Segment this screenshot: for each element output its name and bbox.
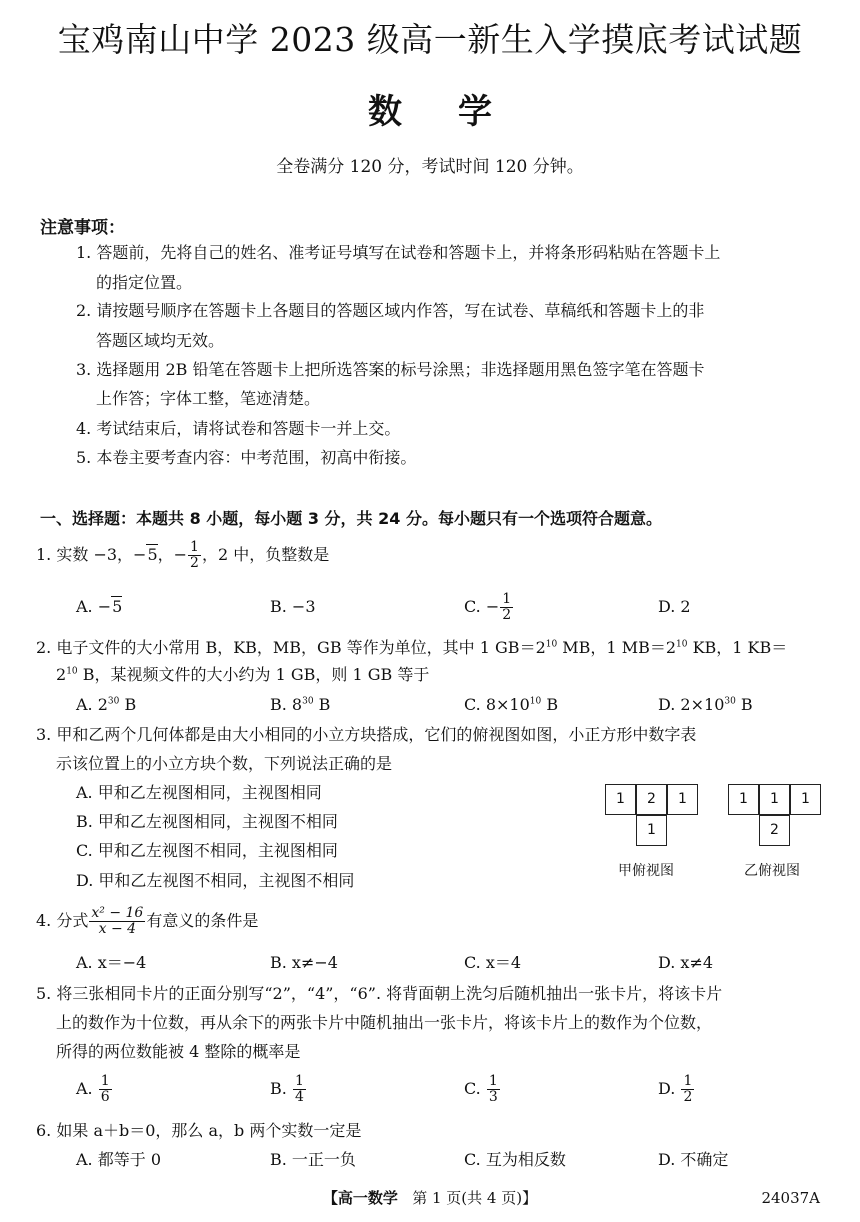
yi-cell: 1 (728, 784, 759, 815)
question-5-line3: 所得的两位数能被 4 整除的概率是 (56, 1042, 301, 1061)
jia-caption: 甲俯视图 (618, 863, 674, 879)
paper-code: 24037A (761, 1189, 820, 1207)
q3-option-a: A. 甲和乙左视图相同，主视图相同 (76, 783, 322, 802)
note-line: 2. 请按题号顺序在答题卡上各题目的答题区域内作答，写在试卷、草稿纸和答题卡上的非 (76, 301, 705, 320)
q3-option-d: D. 甲和乙左视图不相同，主视图不相同 (76, 871, 355, 890)
q6-option-d: D. 不确定 (658, 1150, 729, 1169)
q5-option-d: D. $\frac{1}{2}$ (658, 1073, 693, 1105)
q4-option-c: C. x＝4 (464, 953, 522, 972)
exam-info: 全卷满分 120 分，考试时间 120 分钟。 (276, 157, 584, 177)
q2-option-b: B. $8^{30}$ B (270, 695, 331, 714)
subject-title: 数学 (368, 92, 548, 132)
question-6-stem: 6. 如果 a＋b＝0，那么 a，b 两个实数一定是 (36, 1121, 362, 1140)
q3-option-b: B. 甲和乙左视图相同，主视图不相同 (76, 812, 338, 831)
jia-cell: 1 (605, 784, 636, 815)
jia-cell: 2 (636, 784, 667, 815)
yi-cell: 2 (759, 815, 790, 846)
note-line: 4. 考试结束后，请将试卷和答题卡一并上交。 (76, 419, 401, 438)
section-heading: 一、选择题：本题共 8 小题，每小题 3 分，共 24 分。每小题只有一个选项符合题意。 (40, 509, 662, 528)
jia-cell: 1 (636, 815, 667, 846)
question-3-line2: 示该位置上的小立方块个数，下列说法正确的是 (56, 754, 393, 773)
page-footer (0, 1187, 860, 1208)
question-4-stem: 4. 分式 $\frac{\text{x² − 16}}{x - 4}$ 有意义的条件是 (36, 905, 259, 937)
q4-option-b: B. x≠−4 (270, 953, 338, 972)
question-1-stem: 1. 实数 −3，−5，− $\frac{1}{2}$ ，2 中，负整数是 (36, 539, 330, 571)
q5-option-a: A. $\frac{1}{6}$ (76, 1073, 110, 1105)
q4-option-d: D. x≠4 (658, 953, 714, 972)
footer-label: 【高一数学 (322, 1189, 398, 1207)
q1-option-d: D. 2 (658, 597, 691, 616)
exam-title: 宝鸡南山中学 2023 级高一新生入学摸底考试试题 (57, 20, 803, 59)
q1-option-a: A. −5 (76, 597, 123, 616)
note-line: 答题区域均无效。 (96, 331, 225, 350)
note-line: 3. 选择题用 2B 铅笔在答题卡上把所选答案的标号涂黑；非选择题用黑色签字笔在答题卡 (76, 360, 705, 379)
jia-cell: 1 (667, 784, 698, 815)
note-line: 上作答；字体工整，笔迹清楚。 (96, 389, 321, 408)
note-line: 5. 本卷主要考查内容：中考范围，初高中衔接。 (76, 448, 417, 467)
sqrt-symbol: 5 (147, 545, 158, 564)
q6-option-b: B. 一正一负 (270, 1150, 356, 1169)
footer-page: 第 1 页(共 4 页)】 (412, 1189, 538, 1207)
q4-option-a: A. x＝−4 (76, 953, 147, 972)
q2-option-c: C. $8\times 10^{10}$ B (464, 695, 559, 714)
q6-option-a: A. 都等于 0 (76, 1150, 161, 1169)
question-2-line1: 2. 电子文件的大小常用 B，KB，MB，GB 等作为单位，其中 1 $GB=2^{10}$ MB，1 $MB=2^{10}$ KB，1 KB＝ (36, 638, 788, 657)
yi-caption: 乙俯视图 (744, 863, 800, 879)
q1-option-b: B. −3 (270, 597, 316, 616)
notes-heading: 注意事项： (40, 218, 125, 238)
question-5-line2: 上的数作为十位数，再从余下的两张卡片中随机抽出一张卡片，将该卡片上的数作为个位数， (56, 1013, 713, 1032)
fraction: $\frac{\text{x² − 16}}{x - 4}$ (91, 905, 144, 937)
fraction: $\frac{1}{2}$ (190, 539, 199, 571)
question-2-line2: $2^{10}$ B，某视频文件的大小约为 1 GB，则 1 GB 等于 (56, 665, 430, 684)
yi-cell: 1 (790, 784, 821, 815)
note-line: 1. 答题前，先将自己的姓名、准考证号填写在试卷和答题卡上，并将条形码粘贴在答题卡上 (76, 243, 721, 262)
question-3-line1: 3. 甲和乙两个几何体都是由大小相同的小立方块搭成，它们的俯视图如图，小正方形中数字表 (36, 725, 697, 744)
question-5-line1: 5. 将三张相同卡片的正面分别写“2”，“4”，“6”. 将背面朝上洗匀后随机抽出一张卡片，将该卡片 (36, 984, 723, 1003)
q1-option-c: C. − $\frac{1}{2}$ (464, 591, 512, 623)
q5-option-c: C. $\frac{1}{3}$ (464, 1073, 498, 1105)
q6-option-c: C. 互为相反数 (464, 1150, 566, 1169)
note-line: 的指定位置。 (96, 273, 193, 292)
yi-cell: 1 (759, 784, 790, 815)
q3-option-c: C. 甲和乙左视图不相同，主视图相同 (76, 841, 338, 860)
q2-option-d: D. $2\times 10^{30}$ B (658, 695, 753, 714)
q5-option-b: B. $\frac{1}{4}$ (270, 1073, 304, 1105)
q2-option-a: A. $2^{30}$ B (76, 695, 137, 714)
